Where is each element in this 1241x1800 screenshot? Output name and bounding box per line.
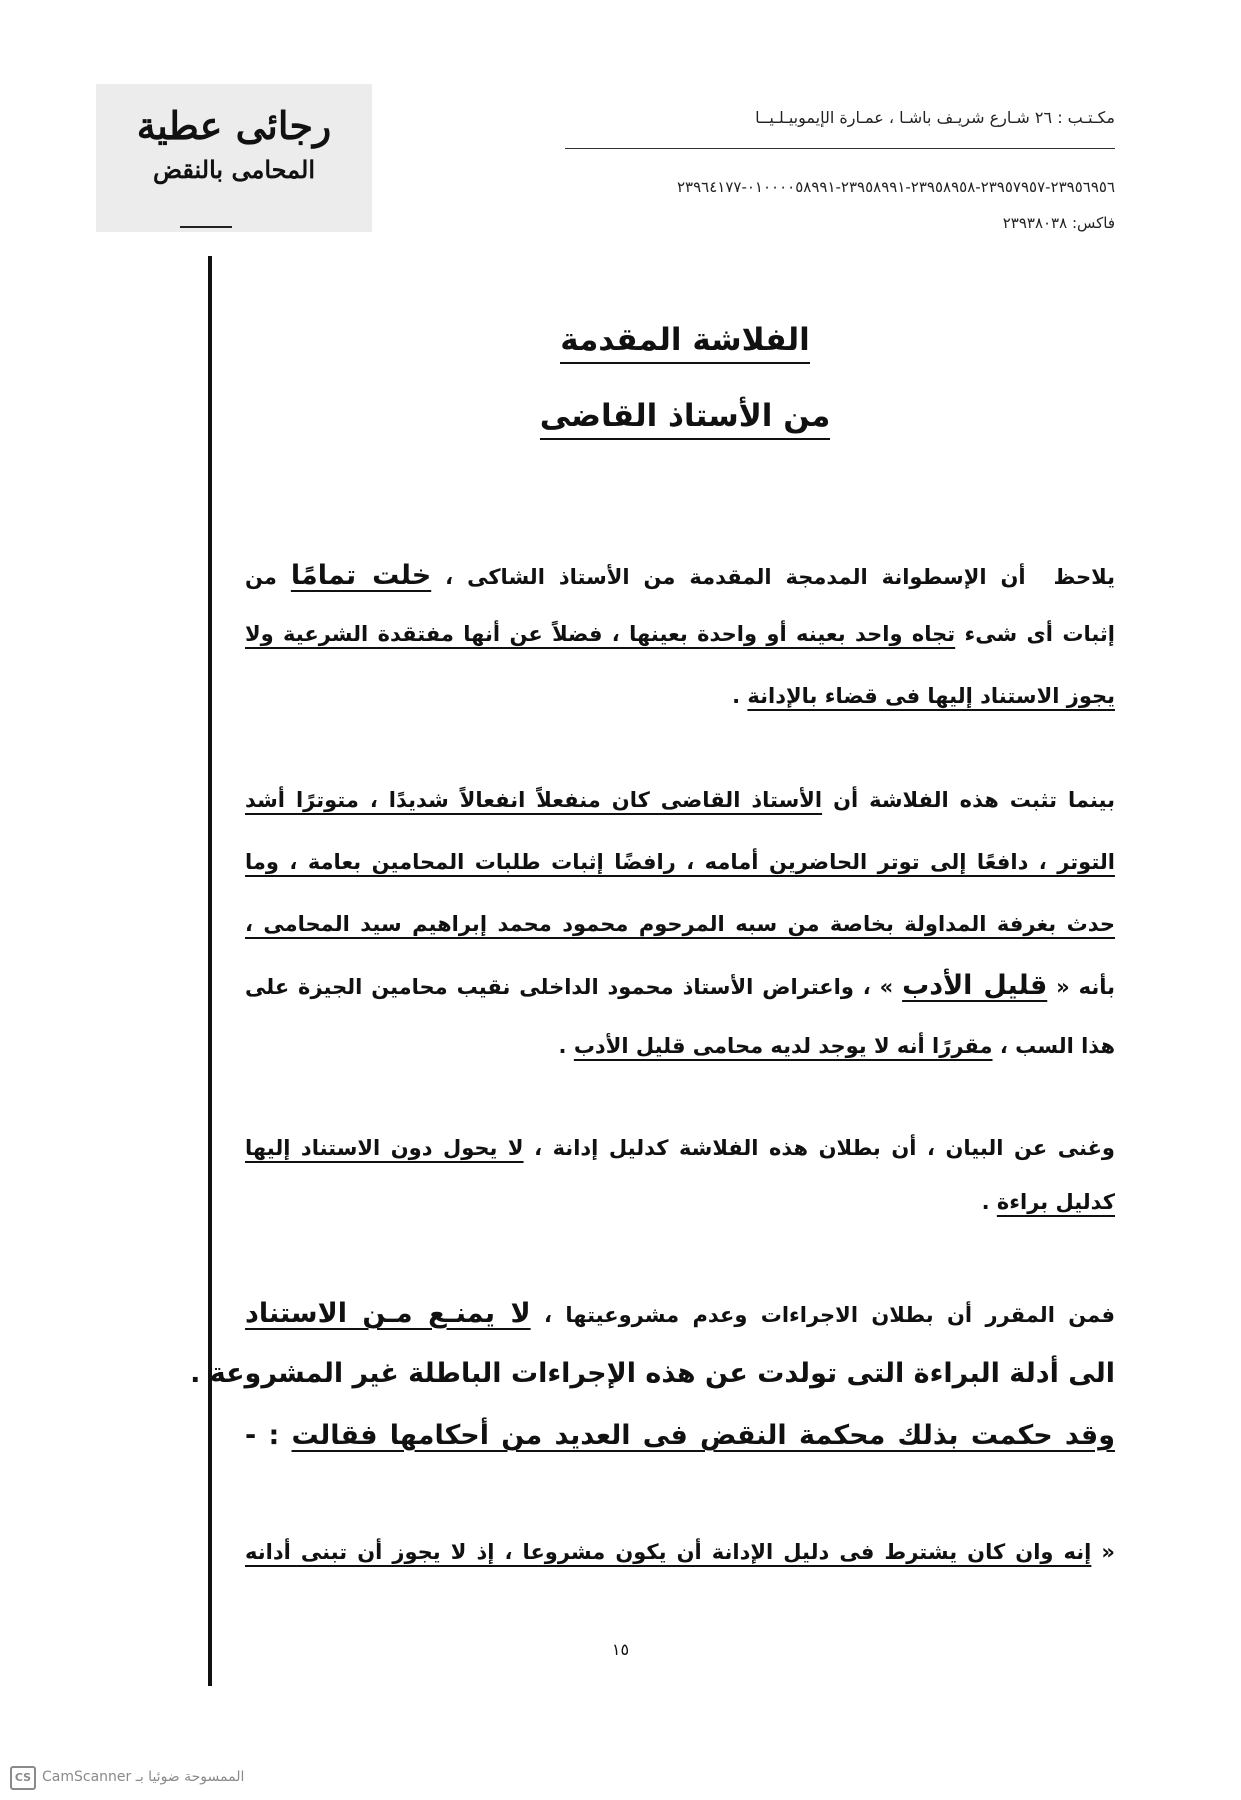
p2-line-1: بينما تثبت هذه الفلاشة أن الأستاذ القاضى كان منفعلاً انفعالاً شديدًا ، متوترًا أشد [245,788,1115,812]
margin-rule [208,256,212,1686]
fax-number: فاكس: ٢٣٩٣٨٠٣٨ [1002,214,1115,232]
phone-numbers: ٢٣٩٥٦٩٥٦-٢٣٩٥٧٩٥٧-٢٣٩٥٨٩٥٨-٢٣٩٥٨٩٩١-٠١٠٠٠٠٥٨٩٩١-٢٣٩٦٤١٧٧ [677,178,1115,196]
logo-name: رجائى عطية [136,103,332,148]
p2-line-4: بأنه « قليل الأدب » ، واعتراض الأستاذ محمود الداخلى نقيب محامين الجيزة على [245,970,1115,1001]
p5-line-1: « إنه وان كان يشترط فى دليل الإدانة أن يكون مشروعا ، إذ لا يجوز أن تبنى أدانه [245,1540,1115,1564]
p4-line-1: فمن المقرر أن بطلان الاجراءات وعدم مشروعيتها ، لا يمنـع مـن الاستناد [245,1298,1115,1329]
p2-line-2: التوتر ، دافعًا إلى توتر الحاضرين أمامه ، رافضًا إثبات طلبات المحامين بعامة ، وما [245,850,1115,874]
logo-divider [180,226,232,228]
office-address: مكـتـب : ٢٦ شـارع شريـف باشـا ، عمـارة الإيموبيـلـيــا [755,108,1115,127]
page-subtitle: من الأستاذ القاضى [250,398,1120,434]
logo-role: المحامى بالنقض [153,155,315,184]
p2-line-3: حدث بغرفة المداولة بخاصة من سبه المرحوم محمود محمد إبراهيم سيد المحامى ، [245,912,1115,936]
p4-line-3: وقد حكمت بذلك محكمة النقض فى العديد من أحكامها فقالت : - [245,1420,1115,1451]
camscanner-watermark: الممسوحة ضوئيا بـ CamScanner [42,1769,245,1785]
p1-line-3: يجوز الاستناد إليها فى قضاء بالإدانة . [732,684,1115,708]
camscanner-logo-icon: CS [10,1766,36,1790]
p3-line-2: كدليل براءة . [981,1190,1115,1214]
p4-line-2: الى أدلة البراءة التى تولدت عن هذه الإجراءات الباطلة غير المشروعة . [190,1358,1115,1389]
p2-line-5: هذا السب ، مقررًا أنه لا يوجد لديه محامى قليل الأدب . [558,1034,1115,1058]
lawyer-logo [96,84,372,232]
header-divider [565,148,1115,149]
p3-line-1: وغنى عن البيان ، أن بطلان هذه الفلاشة كدليل إدانة ، لا يحول دون الاستناد إليها [245,1136,1115,1160]
page-number: ١٥ [611,1640,630,1659]
page-title: الفلاشة المقدمة [250,322,1120,358]
p1-line-1: يلاحظ أن الإسطوانة المدمجة المقدمة من الأستاذ الشاكى ، خلت تمامًا من [245,560,1115,591]
p1-line-2: إثبات أى شىء تجاه واحد بعينه أو واحدة بعينها ، فضلاً عن أنها مفتقدة الشرعية ولا [245,622,1115,646]
